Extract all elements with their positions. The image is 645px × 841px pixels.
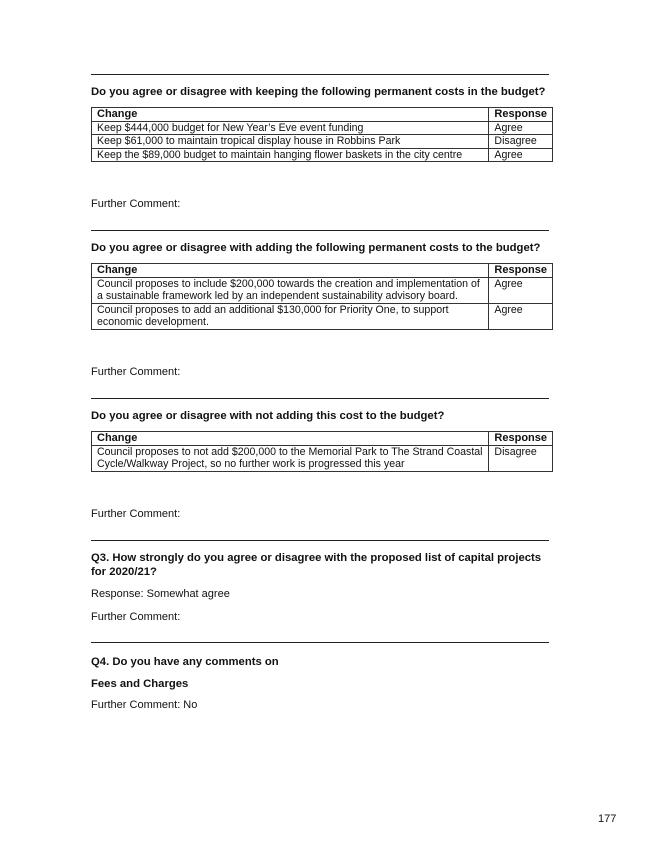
table-row — [92, 148, 553, 162]
response-cell: Agree — [489, 277, 553, 303]
section-2-question: Do you agree or disagree with adding the following permanent costs to the budget? — [91, 242, 541, 254]
table-header-row — [92, 108, 553, 122]
divider — [91, 398, 549, 399]
table-row — [92, 277, 553, 303]
q3-further-comment: Further Comment: — [91, 611, 181, 623]
q4-question: Q4. Do you have any comments on — [91, 656, 279, 668]
q3-question: Q3. How strongly do you agree or disagree with the proposed list of capital projects for 2020/21? — [91, 552, 542, 578]
response-cell: Disagree — [489, 135, 553, 149]
table-header-row — [92, 264, 553, 278]
further-comment-label: Further Comment: — [91, 508, 181, 520]
section-1-question: Do you agree or disagree with keeping the following permanent costs in the budget? — [91, 86, 546, 98]
change-cell: Keep the $89,000 budget to maintain hanging flower baskets in the city centre — [92, 148, 489, 162]
response-cell: Disagree — [489, 445, 553, 471]
q3-response: Response: Somewhat agree — [91, 588, 230, 600]
further-comment-label: Further Comment: — [91, 198, 181, 210]
table-row — [92, 303, 553, 329]
section-3-question: Do you agree or disagree with not adding this cost to the budget? — [91, 410, 445, 422]
change-cell: Council proposes to not add $200,000 to the Memorial Park to The Strand Coastal Cycle/Walkway Project, so no further work is progressed this year — [92, 445, 489, 471]
table-row — [92, 135, 553, 149]
divider — [91, 74, 549, 75]
table-row — [92, 445, 553, 471]
section-3-table — [91, 431, 553, 472]
change-cell: Council proposes to add an additional $130,000 for Priority One, to support economic development. — [92, 303, 489, 329]
header-change: Change — [92, 108, 489, 122]
page-number: 177 — [598, 813, 617, 825]
further-comment-label: Further Comment: — [91, 366, 181, 378]
table-header-row — [92, 432, 553, 446]
response-cell: Agree — [489, 148, 553, 162]
header-response: Response — [489, 432, 553, 446]
table-row — [92, 121, 553, 135]
header-response: Response — [489, 264, 553, 278]
response-cell: Agree — [489, 303, 553, 329]
response-cell: Agree — [489, 121, 553, 135]
change-cell: Keep $61,000 to maintain tropical display house in Robbins Park — [92, 135, 489, 149]
change-cell: Council proposes to include $200,000 towards the creation and implementation of a sustainable framework led by an independent sustainability advisory board. — [92, 277, 489, 303]
header-change: Change — [92, 432, 489, 446]
header-response: Response — [489, 108, 553, 122]
q4-further-comment: Further Comment: No — [91, 699, 198, 711]
change-cell: Keep $444,000 budget for New Year’s Eve event funding — [92, 121, 489, 135]
q4-subheading: Fees and Charges — [91, 678, 189, 690]
divider — [91, 540, 549, 541]
section-2-table — [91, 263, 553, 330]
divider — [91, 642, 549, 643]
divider — [91, 230, 549, 231]
header-change: Change — [92, 264, 489, 278]
section-1-table — [91, 107, 553, 162]
